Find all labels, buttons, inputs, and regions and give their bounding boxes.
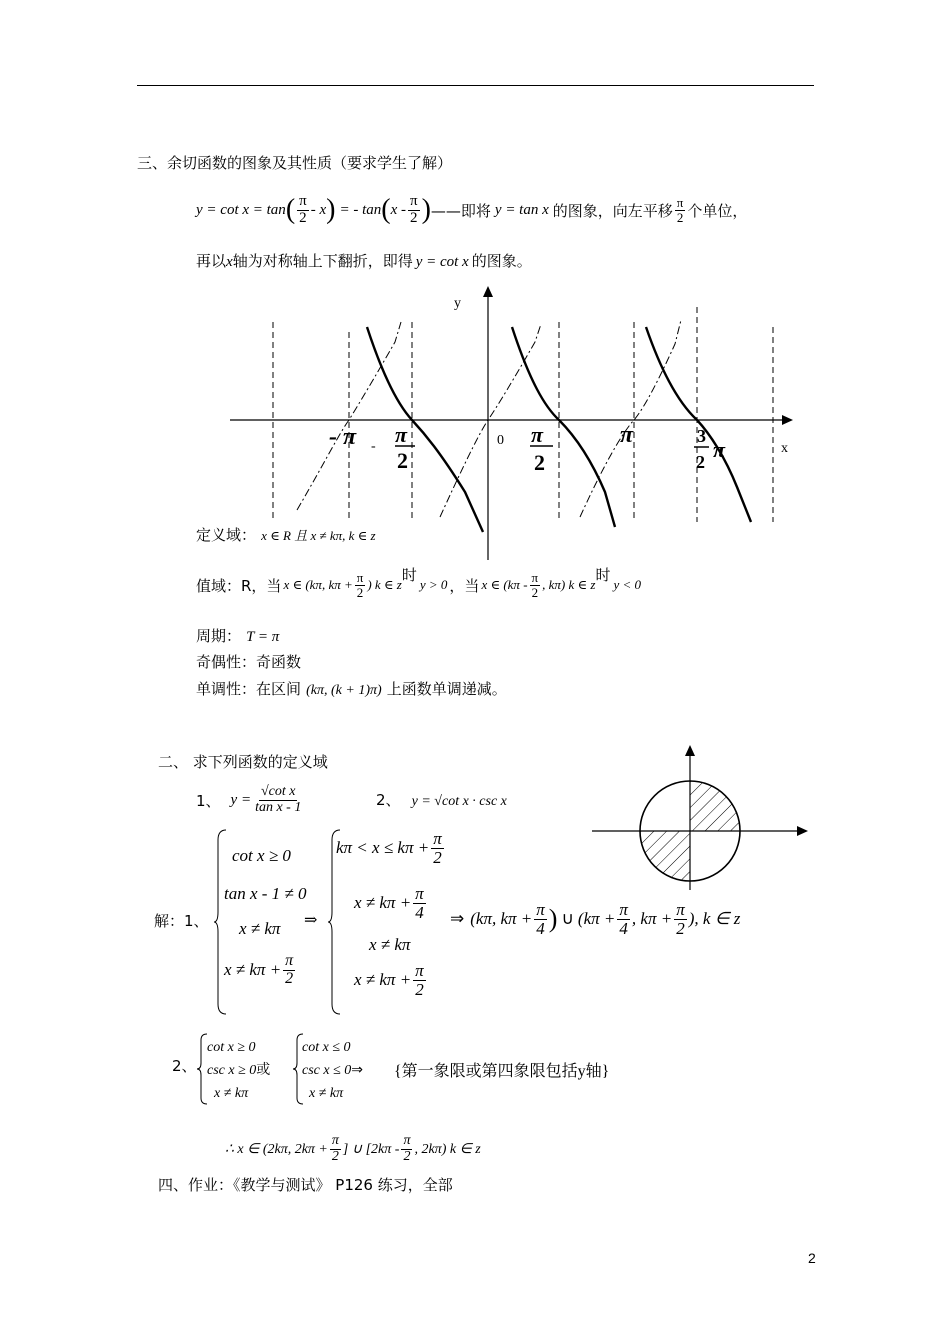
case-note: {第一象限或第四象限包括y轴} bbox=[394, 1063, 610, 1080]
therefore-line: ∴ x ∈ (2kπ, 2kπ + $\frac{\pi}{2}$ ] ∪ [2kπ - $\frac{\pi}{2}$ , 2kπ) k ∈ z bbox=[225, 1132, 481, 1164]
problem-2: 2、 y = √cot x · csc x bbox=[376, 791, 507, 809]
tick-32-den: 2 bbox=[696, 452, 705, 472]
tick-neg-pi: - π bbox=[329, 424, 357, 450]
cot-formula: y = cot x = tan bbox=[196, 201, 286, 218]
section4-homework: 四、作业：《教学与测试》 P126 练习，全部 bbox=[158, 1176, 453, 1194]
top-rule bbox=[137, 85, 814, 86]
page-number: 2 bbox=[808, 1250, 816, 1266]
tick-32-pi: π bbox=[713, 437, 726, 462]
solution-1-result: ⇒ (kπ, kπ + $\frac{\pi}{4}$ ) ∪ (kπ + $\frac{\pi}{4}$ , kπ + $\frac{\pi}{2}$ ), k ∈ z bbox=[450, 899, 741, 938]
range-line: 值域：R，当 x ∈ (kπ, kπ + $\frac{\pi}{2}$ ) k ∈ z 时 y > 0 ，当 x ∈ (kπ - $\frac{\pi}{2}$ , kπ) k ∈ z 时 y < 0 bbox=[196, 566, 641, 600]
tick-neg-half-den: 2 bbox=[397, 448, 408, 473]
monotonic-line: 单调性：在区间 (kπ, (k + 1)π) 上函数单调递减。 bbox=[196, 680, 507, 698]
frac-pi-2-a: $\frac{\pi}{2}$ bbox=[299, 192, 307, 226]
section3-heading: 三、余切函数的图象及其性质（要求学生了解） bbox=[137, 154, 453, 172]
section2-heading: 二、 求下列函数的定义域 bbox=[158, 753, 328, 771]
frac-pi-2-b: $\frac{\pi}{2}$ bbox=[409, 192, 418, 226]
tick-half-num: π bbox=[531, 422, 544, 447]
solution-1-label: 解：1、 bbox=[154, 912, 209, 930]
tan-formula: y = tan x bbox=[494, 201, 549, 218]
tick-half-den: 2 bbox=[534, 450, 545, 475]
x-label: x bbox=[781, 441, 788, 456]
asymptotes bbox=[273, 307, 773, 522]
tan-curves bbox=[297, 320, 681, 517]
problem-1: 1、 y = $\frac{\text{√cot x}}{\text{tan x - 1}}$ bbox=[196, 783, 302, 815]
unit-circle-diagram bbox=[590, 742, 812, 892]
domain-line: 定义域： x ∈ R 且 x ≠ kπ, k ∈ z bbox=[196, 526, 376, 544]
cot-definition-line: y = cot x = tan ( $\frac{\pi}{2}$ - x ) = - tan ( x - $\frac{\pi}{2}$ ) ——即将 y = tan x 的图象，向左平移 $\frac{\pi}{2}$ 个单位， bbox=[196, 192, 748, 226]
case-1-system: cot x ≥ 0 csc x ≥ 0或 x ≠ kπ bbox=[207, 1040, 271, 1101]
tick-pi: π bbox=[620, 422, 634, 448]
flip-description-line: 再以x轴为对称轴上下翻折，即得 y = cot x 的图象。 bbox=[196, 252, 532, 270]
y-label: y bbox=[454, 296, 461, 311]
svg-text:-: - bbox=[371, 439, 376, 454]
brace-1 bbox=[214, 828, 230, 1016]
y-axis-arrow bbox=[483, 286, 493, 297]
frac-shift: $\frac{\pi}{2}$ bbox=[676, 194, 684, 225]
tick-32-num: 3 bbox=[697, 426, 706, 446]
case-2-system: cot x ≤ 0 csc x ≤ 0⇒ x ≠ kπ bbox=[302, 1040, 364, 1101]
origin-label: 0 bbox=[497, 433, 504, 448]
parity-line: 奇偶性：奇函数 bbox=[196, 653, 302, 671]
period-line: 周期： T = π bbox=[196, 627, 280, 645]
solution-2-label: 2、 bbox=[172, 1057, 197, 1075]
tick-neg-half-num: π bbox=[395, 422, 408, 447]
x-axis-arrow bbox=[782, 415, 793, 425]
